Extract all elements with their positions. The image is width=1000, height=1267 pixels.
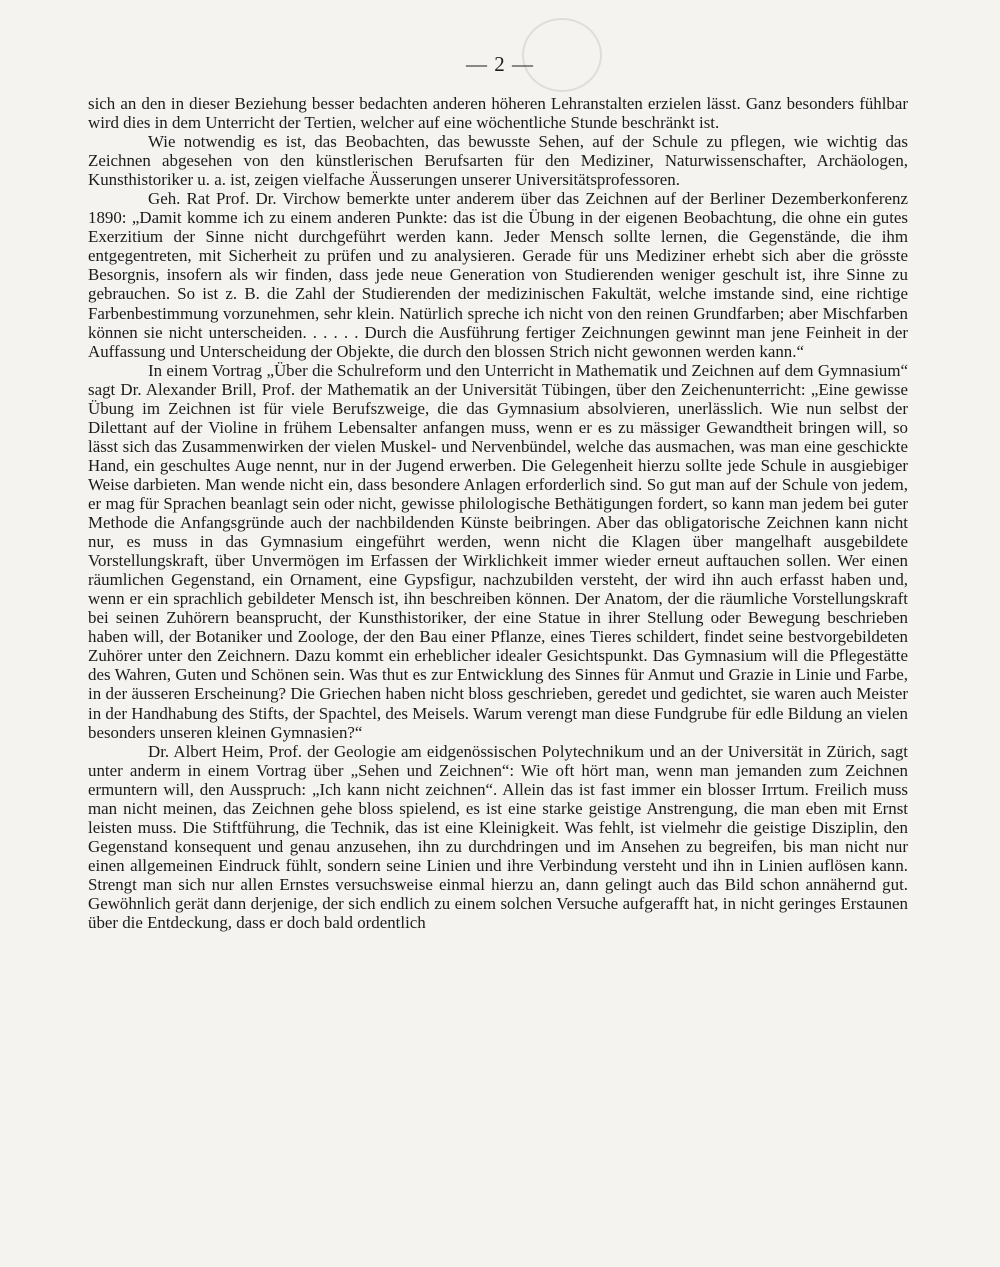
- paragraph: In einem Vortrag „Über die Schulreform und den Unterricht in Mathematik und Zeichnen auf dem Gymnasium“ sagt Dr. Alexander Brill, Prof. der Mathematik an der Universität Tübingen, über den Zeichenunterricht: „Eine gewisse Übung im Zeichnen ist für viele Berufszweige, die das Gymnasium absolvieren, unerlässlich. Wie nun selbst der Dilettant auf der Violine in frühem Lebensalter anfangen muss, wenn er es zu mässiger Gewandtheit bringen will, so lässt sich das Zusammenwirken der vielen Muskel- und Nervenbündel, welche das ausmachen, was man eine geschickte Hand, ein geschultes Auge nennt, nur in der Jugend erwerben. Die Gelegenheit hierzu sollte jede Schule in ausgiebiger Weise darbieten. Man wende nicht ein, dass besondere Anlagen erforderlich sind. So gut man auf der Schule von jedem, er mag für Sprachen beanlagt sein oder nicht, gewisse philologische Bethätigungen fordert, so kann man jedem bei guter Methode die Anfangsgründe auch der nachbildenden Künste beibringen. Aber das obligatorische Zeichnen kann nicht nur, es muss in das Gymnasium eingeführt werden, wenn nicht die Klagen über mangelhaft ausgebildete Vorstellungskraft, über Unvermögen im Erfassen der Wirklichkeit immer wieder erneut auftauchen sollen. Wer einen räumlichen Gegenstand, ein Ornament, eine Gypsfigur, nachzubilden versteht, der wird ihn auch erfasst haben und, wenn er ein sprachlich gebildeter Mensch ist, ihn beschreiben können. Der Anatom, der die räumliche Vorstellungskraft bei seinen Zuhörern beansprucht, der Kunsthistoriker, der eine Statue in ihrer Stellung oder Bewegung beschrieben haben will, der Botaniker und Zoologe, der den Bau einer Pflanze, eines Tieres schildert, findet seine bestvorgebildeten Zuhörer unter den Zeichnern. Dazu kommt ein erheblicher idealer Gesichtspunkt. Das Gymnasium will die Pflegestätte des Wahren, Guten und Schönen sein. Was thut es zur Entwicklung des Sinnes für Anmut und Grazie in Linie und Farbe, in der äusseren Erscheinung? Die Griechen haben nicht bloss geschrieben, geredet und gedichtet, sie waren auch Meister in der Handhabung des Stifts, der Spachtel, des Meisels. Warum verengt man diese Fundgrube für edle Bildung an vielen besonders unseren kleinen Gymnasien?“: [88, 360, 908, 742]
- body-text: [88, 94, 908, 932]
- paragraph: Wie notwendig es ist, das Beobachten, das bewusste Sehen, auf der Schule zu pflegen, wie wichtig das Zeichnen abgesehen von den künstlerischen Berufsarten für den Mediziner, Naturwissenschafter, Archäologen, Kunsthistoriker u. a. ist, zeigen vielfache Äusserungen unserer Universitätsprofessoren.: [88, 132, 908, 190]
- paragraph: Dr. Albert Heim, Prof. der Geologie am eidgenössischen Polytechnikum und an der Universität in Zürich, sagt unter anderm in einem Vortrag über „Sehen und Zeichnen“: Wie oft hört man, wenn man jemanden zum Zeichnen ermuntern will, den Ausspruch: „Ich kann nicht zeichnen“. Allein das ist fast immer ein blosser Irrtum. Freilich muss man nicht meinen, das Zeichnen gehe bloss spielend, es ist eine starke geistige Anstrengung, die man eben mit Ernst leisten muss. Die Stiftführung, die Technik, das ist eine Kleinigkeit. Was fehlt, ist vielmehr die geistige Disziplin, den Gegenstand konsequent und genau anzusehen, ihn zu durchdringen und im Ansehen zu begreifen, bis man nicht nur einen allgemeinen Eindruck fühlt, sondern seine Linien und ihre Verbindung versteht und ihn in Linien auflösen kann. Strengt man sich nur allen Ernstes versuchsweise einmal hierzu an, dann gelingt auch das Bild schon annähernd gut. Gewöhnlich gerät dann derjenige, der sich endlich zu einem solchen Versuche aufgerafft hat, in nicht geringes Erstaunen über die Entdeckung, dass er doch bald ordentlich: [88, 741, 908, 933]
- page-number: — 2 —: [466, 52, 534, 76]
- paragraph: Geh. Rat Prof. Dr. Virchow bemerkte unter anderem über das Zeichnen auf der Berliner Dezemberkonferenz 1890: „Damit komme ich zu einem anderen Punkte: das ist die Übung in der eigenen Beobachtung, die ohne ein gutes Exerzitium der Sinne nicht durchgeführt werden kann. Jeder Mensch sollte lernen, die Gegenstände, die ihm entgegentreten, mit Sicherheit zu prüfen und zu analysieren. Gerade für uns Mediziner erhebt sich aber die grösste Besorgnis, insofern als wir finden, dass jede neue Generation von Studierenden weniger geschult ist, ihre Sinne zu gebrauchen. So ist z. B. die Zahl der Studierenden der medizinischen Fakultät, welche imstande sind, eine richtige Farbenbestimmung vorzunehmen, sehr klein. Natürlich spreche ich nicht von den reinen Grundfarben; aber Mischfarben können sie nicht unterscheiden. . . . . . Durch die Ausführung fertiger Zeichnungen gewinnt man jene Feinheit in der Auffassung und Unterscheidung der Objekte, die durch den blossen Strich nicht gewonnen werden kann.“: [88, 189, 908, 361]
- paragraph: sich an den in dieser Beziehung besser bedachten anderen höheren Lehranstalten erzielen lässt. Ganz besonders fühlbar wird dies in dem Unterricht der Tertien, welcher auf eine wöchentliche Stunde beschränkt ist.: [88, 94, 908, 133]
